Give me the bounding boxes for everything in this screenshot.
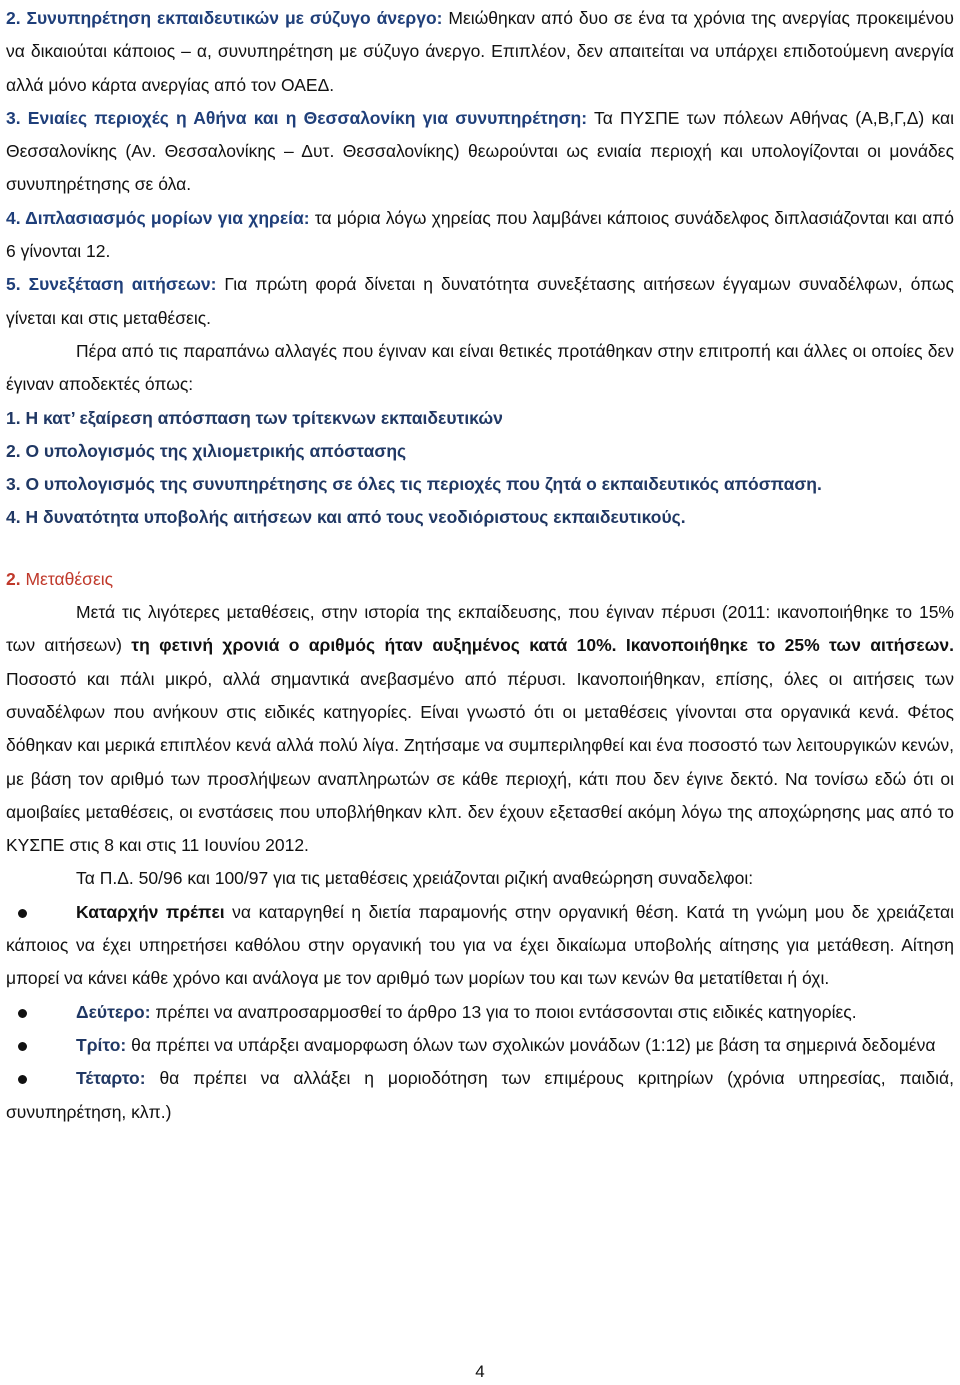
- item-text: τα μόρια λόγω χηρείας που λαμβάνει κάποιος συνάδελφος διπλασιάζονται και από 6 γίνονται 12.: [6, 207, 955, 262]
- list-item: 1. Η κατ’ εξαίρεση απόσπαση των τρίτεκνων εκπαιδευτικών: [6, 407, 503, 428]
- bullet-label: Δεύτερο:: [76, 1001, 151, 1022]
- bold-run: τη φετινή χρονιά ο αριθμός ήταν αυξημένος κατά 10%. Ικανοποιήθηκε το 25% των αιτήσεων.: [131, 635, 955, 656]
- bullet-label: Τέταρτο:: [76, 1068, 146, 1089]
- bullet-label: Καταρχήν πρέπει: [76, 901, 225, 922]
- section-heading: [6, 563, 954, 596]
- section-title: Μεταθέσεις: [20, 568, 114, 589]
- paragraph-unified-areas: [6, 102, 954, 202]
- item-label: 2. Συνυπηρέτηση εκπαιδευτικών με σύζυγο άνεργο:: [6, 8, 443, 28]
- item-label: 5. Συνεξέταση αιτήσεων:: [6, 274, 217, 295]
- item-label: 3. Ενιαίες περιοχές η Αθήνα και η Θεσσαλονίκη για συνυπηρέτηση:: [6, 107, 588, 128]
- page-number: 4: [475, 1362, 485, 1381]
- list-item: 2. Ο υπολογισμός της χιλιομετρικής απόστασης: [6, 440, 407, 461]
- bullet-item: [6, 1029, 954, 1062]
- paragraph-joint-applications: [6, 268, 954, 335]
- bullet-item: [6, 1062, 954, 1129]
- text-run: Μετά τις λιγότερες μεταθέσεις, στην ιστορία της εκπαίδευσης, που έγιναν πέρυσι (2011: ικανοποιήθηκε το 15% των αιτήσεων): [6, 602, 954, 656]
- paragraph-widowhood: [6, 202, 954, 269]
- paragraph-transfers: [6, 596, 954, 862]
- list-item: 4. Η δυνατότητα υποβολής αιτήσεων και από τους νεοδιόριστους εκπαιδευτικούς.: [6, 507, 686, 528]
- bullet-text: πρέπει να αναπροσαρμοσθεί το άρθρο 13 για το ποιοι εντάσσονται στις ειδικές κατηγορίες.: [150, 1001, 857, 1022]
- paragraph-spousal-unemployed: [6, 2, 954, 102]
- paragraph-decrees: Τα Π.Δ. 50/96 και 100/97 για τις μεταθέσεις χρειάζονται ριζική αναθεώρηση συναδελφοι:: [76, 868, 754, 889]
- bullet-text: να καταργηθεί η διετία παραμονής στην οργανική θέση. Κατά τη γνώμη μου δε χρειάζεται κάποιος να έχει υπηρετήσει καθόλου στην οργανική του για να έχει δικαίωμα υποβολής αίτησης για μετάθεση. Αίτηση μπορεί να κάνει κάθε χρόνο και ανάλογα με τον αριθμό των μορίων του και των κενών θα μετατίθεται ή όχι.: [6, 901, 954, 989]
- bullet-icon: [18, 1009, 27, 1018]
- bullet-icon: [18, 909, 27, 918]
- bullet-label: Τρίτο:: [76, 1034, 127, 1055]
- document-body: [6, 2, 954, 1129]
- item-label: 4. Διπλασιασμός μορίων για χηρεία:: [6, 207, 310, 228]
- spacer: [6, 535, 954, 563]
- section-number: 2.: [6, 568, 21, 589]
- bullet-text: θα πρέπει να αλλάξει η μοριοδότηση των επιμέρους κριτηρίων (χρόνια υπηρεσίας, παιδιά, συνυπηρέτηση, κλπ.): [6, 1068, 954, 1122]
- item-text: Μειώθηκαν από δυο σε ένα τα χρόνια της ανεργίας προκειμένου να δικαιούται κάποιος – α, συνυπηρέτηση με σύζυγο άνεργο. Επιπλέον, δεν απαιτείται να υπάρχει επιδοτούμενη ανεργία αλλά μόνο κάρτα ανεργίας από τον ΟΑΕΔ.: [6, 8, 954, 95]
- text-run: Ποσοστό και πάλι μικρό, αλλά σημαντικά ανεβασμένο από πέρυσι. Ικανοποιήθηκαν, επίσης, όλες οι αιτήσεις των συναδέλφων που ανήκουν στις ειδικές κατηγορίες. Είναι γνωστό ότι οι μεταθέσεις γίνονται στα οργανικά κενά. Φέτος δόθηκαν και μερικά επιπλέον κενά αλλά πολύ λίγα. Ζητήσαμε να συμπεριληφθεί και ένα ποσοστό των λειτουργικών κενών, με βάση τον αριθμό των προσλήψεων αναπληρωτών σε κάθε περιοχή, κάτι που δεν έγινε δεκτό. Να τονίσω εδώ ότι οι αμοιβαίες μεταθέσεις, οι ενστάσεις που υποβλήθηκαν κλπ. δεν έχουν εξετασθεί ακόμη λόγω της αποχώρησης μας από το ΚΥΣΠΕ στις 8 και στις 11 Ιουνίου 2012.: [6, 668, 954, 856]
- item-text: Τα ΠΥΣΠΕ των πόλεων Αθήνας (Α,Β,Γ,Δ) και Θεσσαλονίκης (Αν. Θεσσαλονίκης – Δυτ. Θεσσαλονίκης) θεωρούνται ως ενιαία περιοχή και υπολογίζονται οι μονάδες συνυπηρέτησης σε όλα.: [6, 107, 954, 195]
- bullet-text: θα πρέπει να υπάρξει αναμορφωση όλων των σχολικών μονάδων (1:12) με βάση τα σημερινά δεδομένα: [126, 1034, 936, 1055]
- paragraph-rejected-proposals: Πέρα από τις παραπάνω αλλαγές που έγιναν και είναι θετικές προτάθηκαν στην επιτροπή και άλλες οι οποίες δεν έγιναν αποδεκτές όπως:: [6, 340, 954, 395]
- bullet-item: [6, 896, 954, 996]
- list-item: 3. Ο υπολογισμός της συνυπηρέτησης σε όλες τις περιοχές που ζητά ο εκπαιδευτικός απόσπαση.: [6, 474, 822, 495]
- bullet-icon: [18, 1042, 27, 1051]
- bullet-item: [6, 996, 954, 1029]
- item-text: Για πρώτη φορά δίνεται η δυνατότητα συνεξέτασης αιτήσεων έγγαμων συναδέλφων, όπως γίνεται και στις μεταθέσεις.: [6, 274, 954, 328]
